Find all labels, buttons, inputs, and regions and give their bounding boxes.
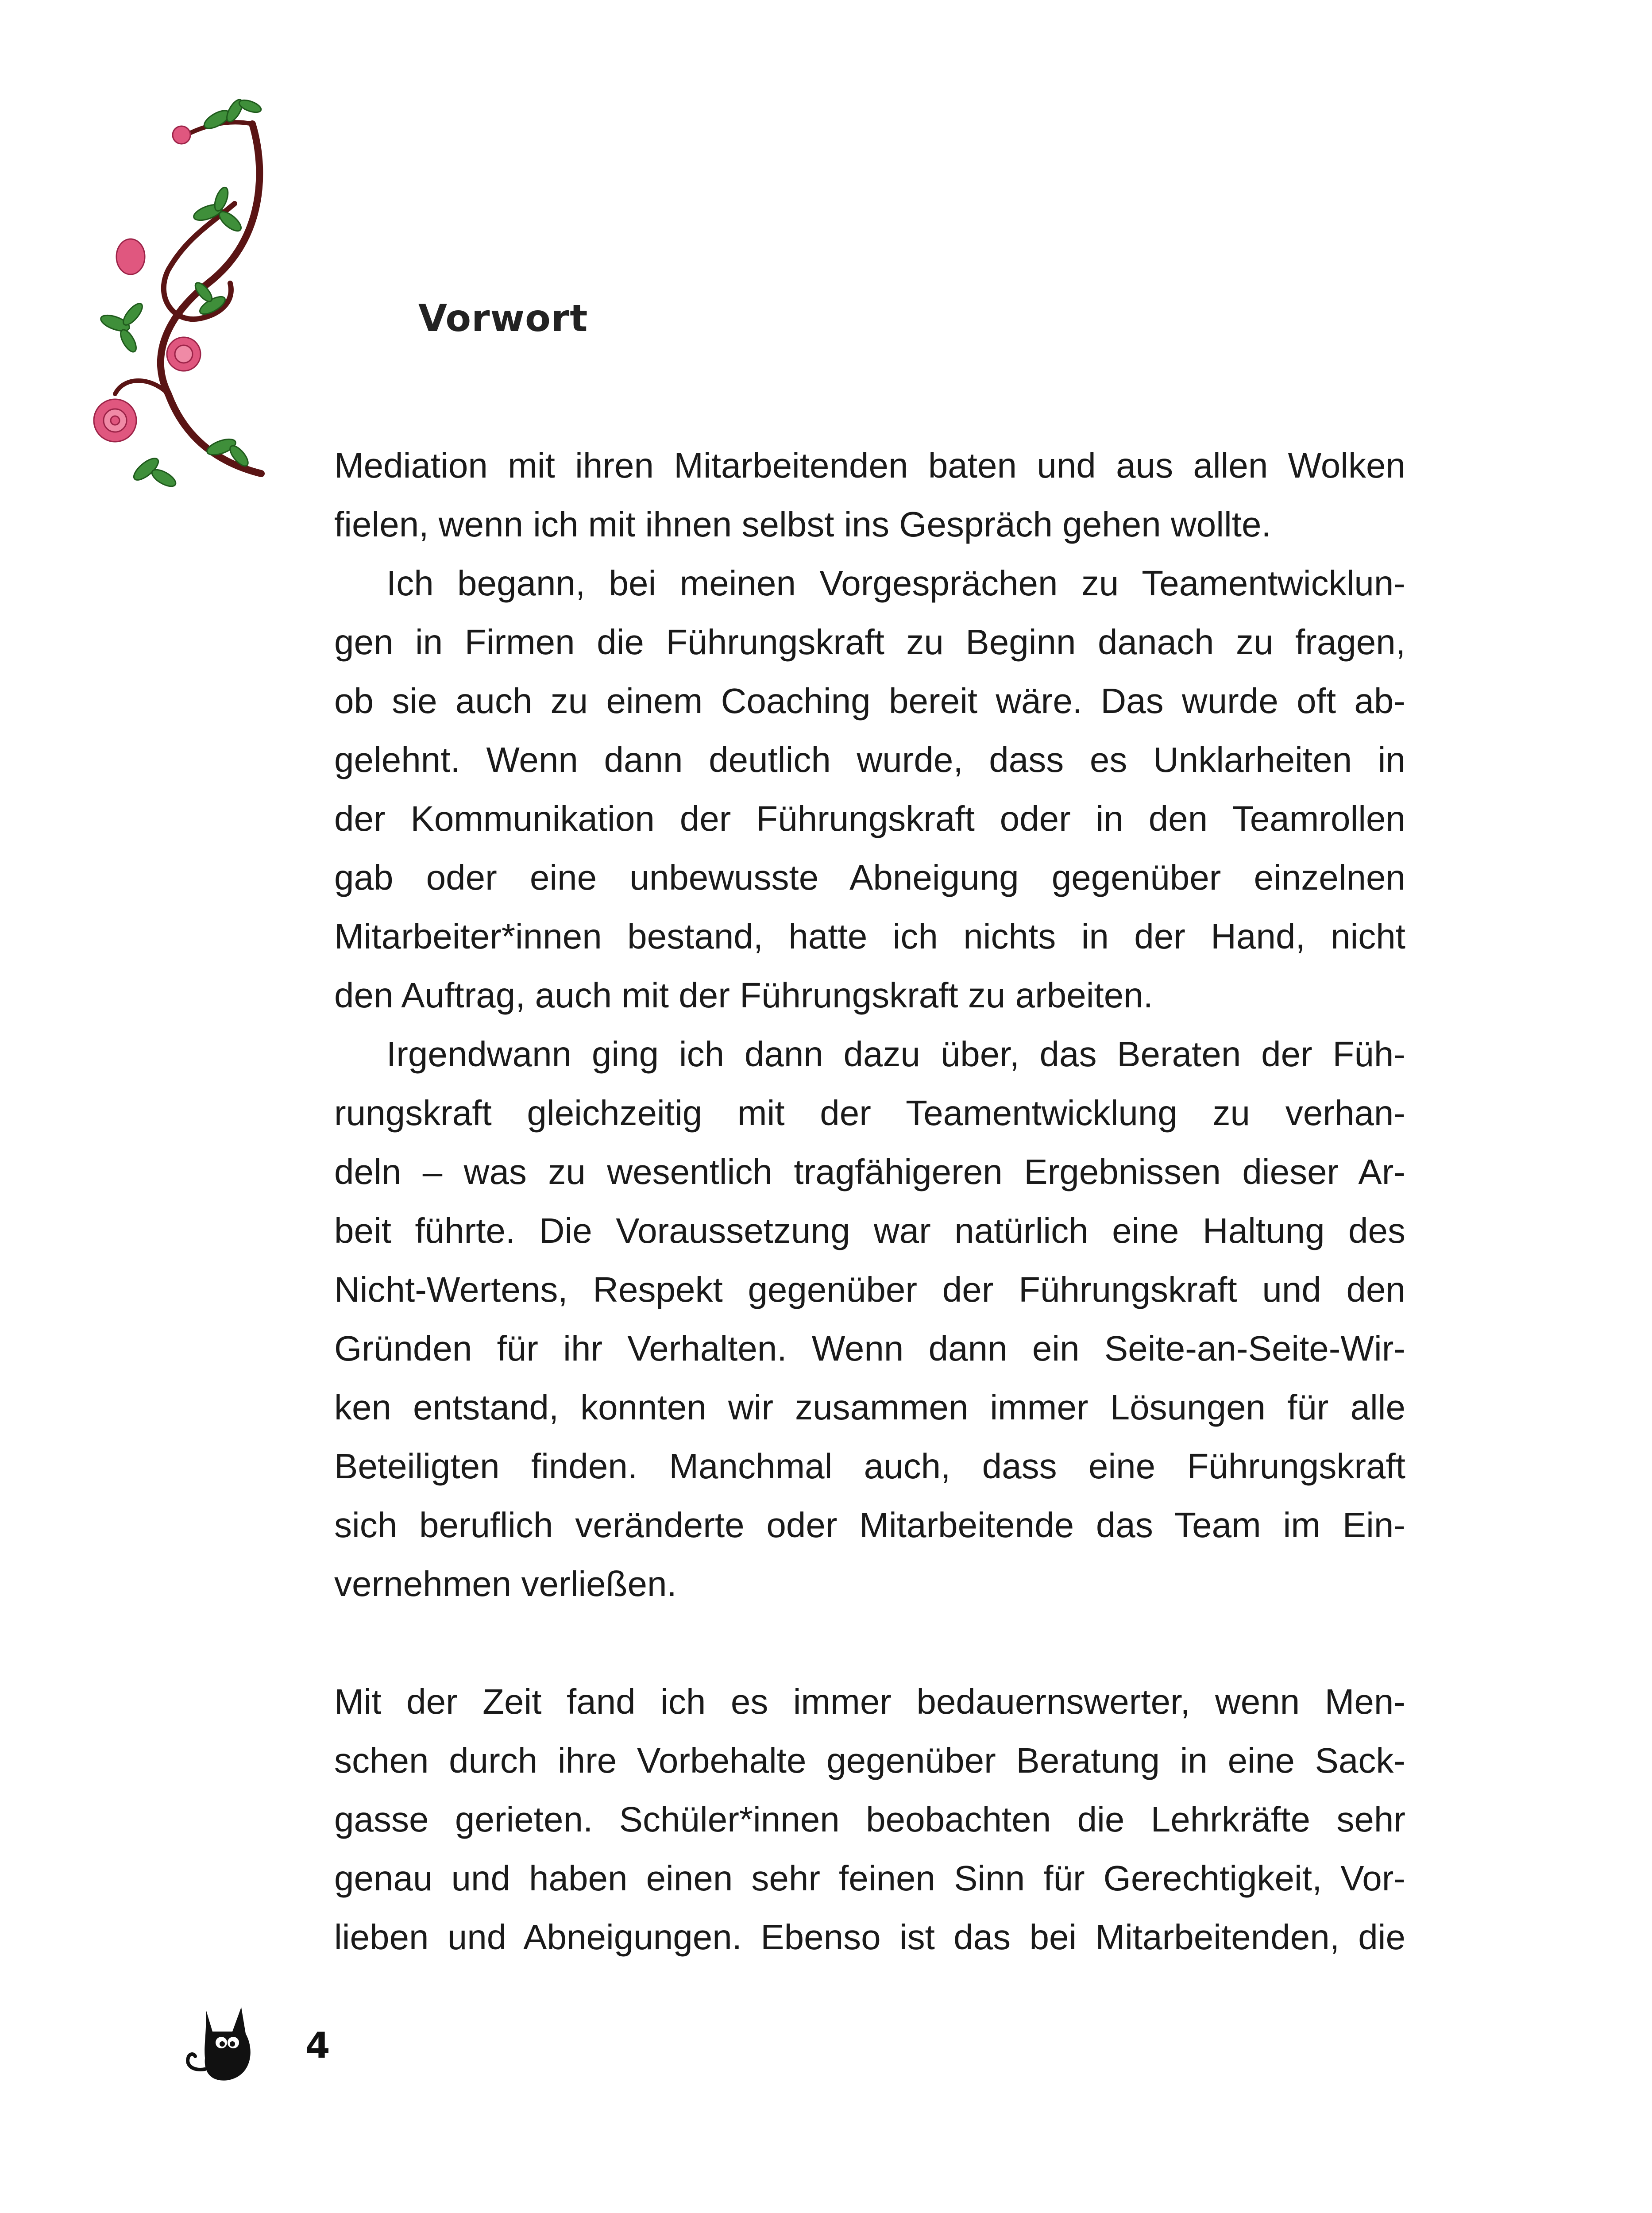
black-cat-icon — [179, 1992, 255, 2085]
text-line: gab oder eine unbewusste Abneigung gegenüber einzelnen — [334, 858, 1405, 897]
rose-vine-ornament-icon — [75, 93, 270, 513]
text-line: genau und haben einen sehr feinen Sinn für Gerechtigkeit, Vor- — [334, 1858, 1405, 1898]
text-line: gelehnt. Wenn dann deutlich wurde, dass es Unklarheiten in — [334, 740, 1405, 779]
text-line: Beteiligten finden. Manchmal auch, dass eine Führungskraft — [334, 1446, 1405, 1486]
text-line: den Auftrag, auch mit der Führungskraft zu arbeiten. — [334, 975, 1153, 1015]
text-line: ob sie auch zu einem Coaching bereit wäre. Das wurde oft ab- — [334, 681, 1405, 721]
text-line: Ich begann, bei meinen Vorgesprächen zu Teamentwicklun- — [386, 563, 1405, 603]
text-line: sich beruflich veränderte oder Mitarbeitende das Team im Ein- — [334, 1505, 1405, 1545]
text-line: schen durch ihre Vorbehalte gegenüber Beratung in eine Sack- — [334, 1741, 1405, 1780]
text-line: rungskraft gleichzeitig mit der Teamentwicklung zu verhan- — [334, 1093, 1405, 1133]
text-line: gen in Firmen die Führungskraft zu Beginn danach zu fragen, — [334, 622, 1405, 662]
text-line: Mitarbeiter*innen bestand, hatte ich nichts in der Hand, nicht — [334, 917, 1405, 956]
text-line: Gründen für ihr Verhalten. Wenn dann ein Seite-an-Seite-Wir- — [334, 1329, 1405, 1368]
text-line: gasse gerieten. Schüler*innen beobachten die Lehrkräfte sehr — [334, 1800, 1405, 1839]
paragraph-gap — [334, 1613, 1405, 1672]
text-line: Mit der Zeit fand ich es immer bedauernswerter, wenn Men- — [334, 1682, 1405, 1721]
text-line: der Kommunikation der Führungskraft oder in den Teamrollen — [334, 799, 1405, 838]
text-line: Irgendwann ging ich dann dazu über, das Beraten der Füh- — [386, 1034, 1405, 1074]
text-line: beit führte. Die Voraussetzung war natürlich eine Haltung des — [334, 1211, 1405, 1250]
text-line: deln – was zu wesentlich tragfähigeren Ergebnissen dieser Ar- — [334, 1152, 1405, 1191]
text-line: ken entstand, konnten wir zusammen immer Lösungen für alle — [334, 1388, 1405, 1427]
text-line: vernehmen verließen. — [334, 1564, 677, 1604]
page-number: 4 — [305, 2025, 330, 2066]
text-line: lieben und Abneigungen. Ebenso ist das bei Mitarbeitenden, die — [334, 1917, 1405, 1957]
text-line: Nicht-Wertens, Respekt gegenüber der Führungskraft und den — [334, 1270, 1405, 1309]
text-line: fielen, wenn ich mit ihnen selbst ins Gespräch gehen wollte. — [334, 505, 1271, 544]
body-text — [334, 436, 1405, 1966]
text-line: Mediation mit ihren Mitarbeitenden baten und aus allen Wolken — [334, 446, 1405, 485]
chapter-heading: Vorwort — [418, 297, 588, 340]
